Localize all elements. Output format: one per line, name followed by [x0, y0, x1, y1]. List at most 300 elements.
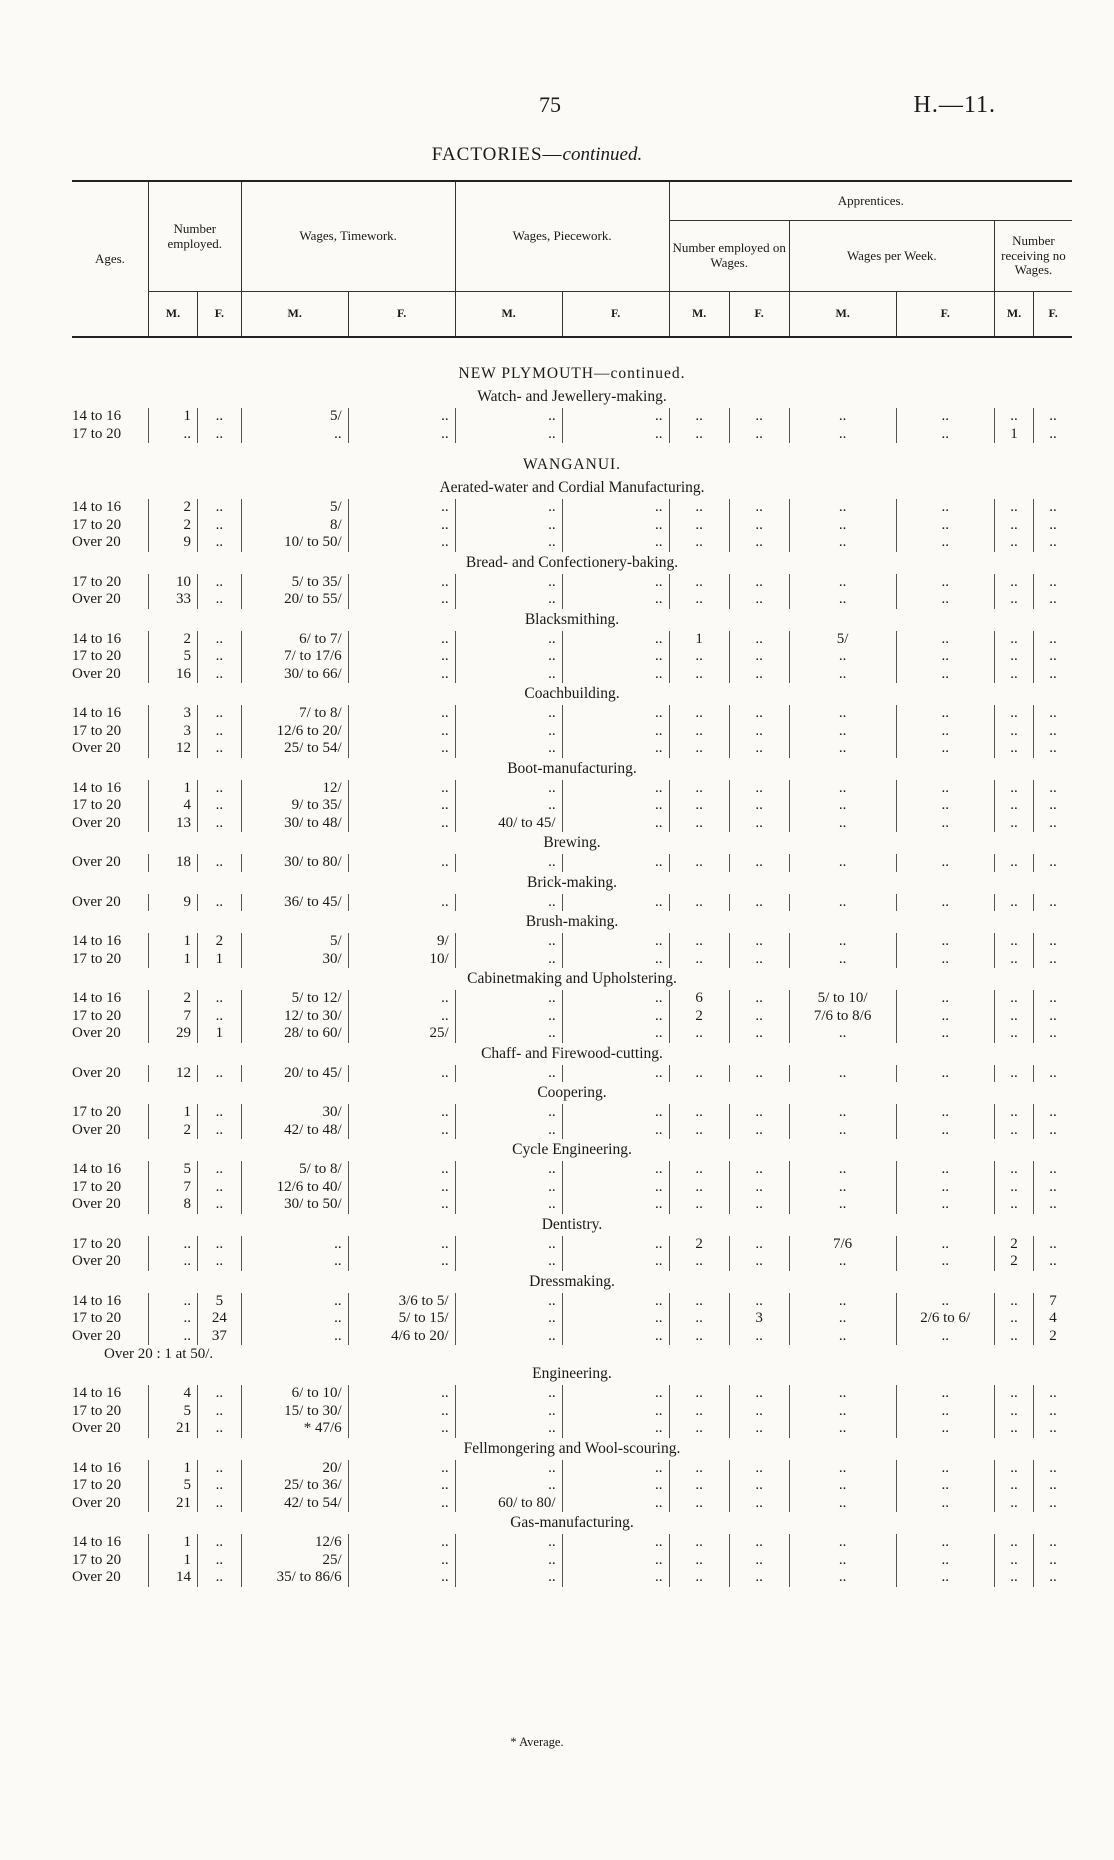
age-cell: 17 to 20: [72, 516, 122, 533]
table-cell: ..: [994, 1420, 1033, 1438]
table-cell: ..: [241, 1236, 348, 1254]
table-cell: ..: [669, 723, 729, 741]
table-cell: 6/ to 10/: [241, 1385, 348, 1403]
table-cell: 2: [148, 631, 197, 649]
table-cell: ..: [198, 1196, 242, 1214]
table-cell: ..: [729, 1403, 789, 1421]
table-cell: ..: [729, 517, 789, 535]
table-cell: ..: [198, 854, 242, 872]
table-cell: ..: [896, 591, 994, 609]
table-cell: ..: [1034, 951, 1072, 969]
table-cell: ..: [729, 1385, 789, 1403]
table-cell: 1: [148, 1104, 197, 1122]
table-cell: ..: [994, 1122, 1033, 1140]
table-cell: ..: [562, 1495, 669, 1513]
age-cell: 17 to 20: [72, 1178, 122, 1195]
table-cell: ..: [562, 740, 669, 758]
table-cell: 20/ to 55/: [241, 591, 348, 609]
table-cell: ..: [994, 408, 1033, 426]
table-cell: 2: [198, 933, 242, 951]
table-cell: 20/: [241, 1460, 348, 1478]
spacer: [72, 443, 1072, 453]
table-cell: ..: [455, 723, 562, 741]
table-row: [72, 517, 1072, 535]
table-cell: ..: [789, 723, 896, 741]
table-cell: ..: [896, 574, 994, 592]
table-cell: ..: [729, 648, 789, 666]
town-heading-row: [72, 362, 1072, 386]
table-cell: ..: [896, 1534, 994, 1552]
table-cell: ..: [1034, 1534, 1072, 1552]
table-cell: ..: [348, 1179, 455, 1197]
table-cell: ..: [789, 1385, 896, 1403]
table-cell: ..: [455, 1025, 562, 1043]
table-cell: 9: [148, 894, 197, 912]
table-cell: 30/: [241, 951, 348, 969]
table-cell: 30/ to 66/: [241, 666, 348, 684]
table-cell: ..: [348, 499, 455, 517]
table-cell: ..: [198, 797, 242, 815]
table-row: [72, 1236, 1072, 1254]
table-cell: ..: [896, 1161, 994, 1179]
table-cell: ..: [198, 426, 242, 444]
table-cell: ..: [896, 815, 994, 833]
table-cell: ..: [789, 1196, 896, 1214]
table-cell: 12/6: [241, 1534, 348, 1552]
table-cell: ..: [896, 1065, 994, 1083]
industry-heading-row: [72, 872, 1072, 894]
table-cell: ..: [562, 1104, 669, 1122]
table-cell: ..: [562, 1161, 669, 1179]
table-row: [72, 951, 1072, 969]
table-cell: ..: [789, 1460, 896, 1478]
table-cell: ..: [669, 1534, 729, 1552]
table-row: [72, 1196, 1072, 1214]
table-cell: ..: [1034, 574, 1072, 592]
table-cell: ..: [789, 1569, 896, 1587]
age-cell: 14 to 16: [72, 1459, 122, 1476]
table-cell: 30/: [241, 1104, 348, 1122]
table-cell: ..: [455, 1310, 562, 1328]
age-cell: Over 20: [72, 1196, 121, 1212]
table-cell: ..: [348, 408, 455, 426]
table-cell: 2: [148, 1122, 197, 1140]
table-cell: ..: [669, 534, 729, 552]
col-m: M.: [994, 292, 1033, 338]
table-cell: ..: [994, 631, 1033, 649]
table-cell: ..: [348, 534, 455, 552]
table-cell: ..: [729, 499, 789, 517]
table-cell: ..: [789, 517, 896, 535]
table-cell: ..: [994, 1534, 1033, 1552]
industry-heading-row: [72, 1271, 1072, 1293]
table-cell: ..: [994, 1065, 1033, 1083]
table-cell: ..: [562, 517, 669, 535]
page-title: [0, 144, 1074, 166]
table-cell: ..: [729, 1420, 789, 1438]
table-cell: ..: [994, 1403, 1033, 1421]
table-cell: 8: [148, 1196, 197, 1214]
table-cell: 9/ to 35/: [241, 797, 348, 815]
table-cell: ..: [994, 1104, 1033, 1122]
table-cell: ..: [1034, 1495, 1072, 1513]
table-cell: ..: [455, 1552, 562, 1570]
table-cell: ..: [896, 705, 994, 723]
table-cell: ..: [198, 591, 242, 609]
table-cell: ..: [348, 990, 455, 1008]
table-cell: ..: [729, 1552, 789, 1570]
table-row: [72, 1253, 1072, 1271]
table-cell: ..: [669, 1179, 729, 1197]
age-cell: Over 20: [72, 1569, 121, 1585]
table-cell: ..: [729, 723, 789, 741]
table-cell: ..: [896, 951, 994, 969]
table-cell: ..: [729, 1065, 789, 1083]
table-cell: 5/ to 12/: [241, 990, 348, 1008]
footnote: * Average.: [510, 1735, 564, 1749]
table-cell: ..: [455, 1179, 562, 1197]
table-cell: ..: [455, 780, 562, 798]
table-cell: 7/ to 17/6: [241, 648, 348, 666]
table-cell: ..: [994, 1477, 1033, 1495]
industry-heading: Boot-manufacturing.: [507, 759, 637, 777]
age-cell: Over 20: [72, 534, 121, 550]
table-cell: 7/6 to 8/6: [789, 1008, 896, 1026]
industry-heading: Gas-manufacturing.: [510, 1514, 634, 1531]
age-cell: Over 20: [72, 740, 121, 756]
table-row: [72, 1122, 1072, 1140]
col-wages-piecework: Wages, Piecework.: [455, 181, 669, 292]
table-cell: ..: [562, 1122, 669, 1140]
table-cell: ..: [994, 740, 1033, 758]
table-cell: ..: [455, 1403, 562, 1421]
table-cell: ..: [562, 933, 669, 951]
table-cell: 2: [669, 1008, 729, 1026]
table-cell: ..: [1034, 815, 1072, 833]
table-cell: ..: [562, 1534, 669, 1552]
table-cell: ..: [994, 951, 1033, 969]
table-cell: ..: [562, 1008, 669, 1026]
table-cell: ..: [562, 1477, 669, 1495]
industry-heading-row: [72, 1043, 1072, 1065]
table-cell: ..: [669, 517, 729, 535]
table-cell: ..: [198, 1236, 242, 1254]
table-cell: ..: [562, 1420, 669, 1438]
table-cell: ..: [669, 1122, 729, 1140]
table-cell: ..: [1034, 1403, 1072, 1421]
table-cell: ..: [562, 574, 669, 592]
table-cell: ..: [148, 1328, 197, 1346]
table-cell: 21: [148, 1420, 197, 1438]
table-cell: ..: [455, 631, 562, 649]
industry-heading-row: [72, 552, 1072, 574]
table-cell: ..: [729, 1104, 789, 1122]
table-row: [72, 1328, 1072, 1346]
table-cell: ..: [669, 1420, 729, 1438]
table-cell: ..: [789, 1025, 896, 1043]
table-cell: ..: [1034, 1569, 1072, 1587]
table-cell: 3: [148, 723, 197, 741]
table-cell: ..: [562, 1253, 669, 1271]
table-cell: ..: [669, 1104, 729, 1122]
age-cell: Over 20: [72, 1494, 121, 1511]
table-cell: ..: [1034, 1196, 1072, 1214]
age-cell: 14 to 16: [72, 779, 122, 796]
table-cell: ..: [896, 666, 994, 684]
table-cell: ..: [729, 894, 789, 912]
table-cell: ..: [994, 1161, 1033, 1179]
col-appr-no-wages: Number receiving no Wages.: [994, 221, 1072, 292]
industry-heading-row: [72, 683, 1072, 705]
table-cell: ..: [562, 631, 669, 649]
table-cell: ..: [729, 1122, 789, 1140]
table-cell: ..: [669, 426, 729, 444]
industry-heading: Fellmongering and Wool-scouring.: [463, 1439, 681, 1457]
table-cell: 1: [994, 426, 1033, 444]
table-cell: ..: [198, 631, 242, 649]
table-cell: ..: [1034, 854, 1072, 872]
table-cell: ..: [562, 780, 669, 798]
table-cell: ..: [994, 705, 1033, 723]
table-cell: ..: [198, 1460, 242, 1478]
table-cell: ..: [994, 797, 1033, 815]
age-cell: Over 20: [72, 1420, 121, 1436]
industry-heading-row: [72, 386, 1072, 408]
table-cell: 8/: [241, 517, 348, 535]
table-cell: ..: [562, 990, 669, 1008]
table-cell: ..: [562, 1065, 669, 1083]
table-cell: ..: [198, 894, 242, 912]
table-cell: 2/6 to 6/: [896, 1310, 994, 1328]
table-cell: 12: [148, 1065, 197, 1083]
table-cell: ..: [241, 1310, 348, 1328]
table-cell: 4: [148, 797, 197, 815]
table-row: [72, 1420, 1072, 1438]
table-cell: ..: [789, 1065, 896, 1083]
table-cell: 35/ to 86/6: [241, 1569, 348, 1587]
table-cell: ..: [348, 854, 455, 872]
table-cell: ..: [348, 1534, 455, 1552]
table-cell: ..: [896, 1460, 994, 1478]
table-row: [72, 705, 1072, 723]
table-cell: ..: [562, 591, 669, 609]
table-cell: ..: [789, 1420, 896, 1438]
table-cell: ..: [562, 1025, 669, 1043]
table-cell: ..: [896, 1420, 994, 1438]
table-cell: ..: [1034, 408, 1072, 426]
table-cell: ..: [562, 815, 669, 833]
table-cell: 2: [994, 1253, 1033, 1271]
table-cell: ..: [348, 780, 455, 798]
age-cell: Over 20: [72, 1064, 121, 1081]
age-cell: 14 to 16: [72, 1534, 122, 1550]
industry-heading-row: [72, 758, 1072, 780]
table-cell: 42/ to 54/: [241, 1495, 348, 1513]
table-row: [72, 1477, 1072, 1495]
table-cell: ..: [562, 499, 669, 517]
table-cell: 30/ to 80/: [241, 854, 348, 872]
table-cell: 13: [148, 815, 197, 833]
table-cell: ..: [669, 1385, 729, 1403]
table-cell: ..: [789, 797, 896, 815]
table-cell: ..: [455, 648, 562, 666]
table-cell: 4/6 to 20/: [348, 1328, 455, 1346]
table-cell: ..: [994, 648, 1033, 666]
table-cell: ..: [896, 1403, 994, 1421]
age-cell: 14 to 16: [72, 408, 122, 424]
table-cell: 28/ to 60/: [241, 1025, 348, 1043]
table-row: [72, 894, 1072, 912]
table-cell: ..: [562, 1196, 669, 1214]
table-cell: ..: [348, 1236, 455, 1254]
table-cell: ..: [198, 534, 242, 552]
table-row: [72, 631, 1072, 649]
table-row: [72, 426, 1072, 444]
table-cell: ..: [1034, 1122, 1072, 1140]
table-cell: ..: [455, 1534, 562, 1552]
table-row: [72, 1310, 1072, 1328]
page-number: 75: [539, 92, 561, 117]
industry-heading-row: [72, 1512, 1072, 1534]
table-row: [72, 1025, 1072, 1043]
table-cell: ..: [1034, 705, 1072, 723]
table-cell: 10/: [348, 951, 455, 969]
table-row: [72, 408, 1072, 426]
table-cell: ..: [348, 705, 455, 723]
table-cell: ..: [455, 426, 562, 444]
table-row: [72, 723, 1072, 741]
table-cell: ..: [198, 1477, 242, 1495]
table-cell: 7: [1034, 1293, 1072, 1311]
table-cell: ..: [669, 815, 729, 833]
table-cell: ..: [789, 951, 896, 969]
industry-heading-row: [72, 832, 1072, 854]
table-cell: ..: [198, 499, 242, 517]
table-cell: ..: [994, 1025, 1033, 1043]
table-cell: ..: [994, 1310, 1033, 1328]
table-cell: ..: [198, 1104, 242, 1122]
table-cell: 3: [148, 705, 197, 723]
age-cell: 17 to 20: [72, 1310, 122, 1326]
table-cell: ..: [729, 408, 789, 426]
table-cell: ..: [1034, 933, 1072, 951]
table-cell: ..: [896, 1569, 994, 1587]
table-cell: ..: [198, 1161, 242, 1179]
table-cell: 36/ to 45/: [241, 894, 348, 912]
col-wages-timework: Wages, Timework.: [241, 181, 455, 292]
table-cell: ..: [789, 894, 896, 912]
table-cell: 1: [148, 408, 197, 426]
table-cell: ..: [562, 1310, 669, 1328]
table-cell: ..: [994, 1293, 1033, 1311]
table-cell: ..: [669, 951, 729, 969]
table-cell: ..: [1034, 1025, 1072, 1043]
col-m: M.: [241, 292, 348, 338]
table-cell: ..: [789, 426, 896, 444]
table-cell: ..: [455, 1477, 562, 1495]
table-cell: ..: [729, 951, 789, 969]
table-cell: ..: [669, 854, 729, 872]
table-cell: ..: [348, 723, 455, 741]
table-cell: ..: [1034, 517, 1072, 535]
table-cell: ..: [729, 574, 789, 592]
table-cell: ..: [669, 894, 729, 912]
table-cell: ..: [994, 723, 1033, 741]
table-cell: ..: [669, 1495, 729, 1513]
table-cell: ..: [1034, 1236, 1072, 1254]
table-cell: ..: [198, 990, 242, 1008]
table-cell: ..: [1034, 426, 1072, 444]
table-cell: ..: [455, 1293, 562, 1311]
table-cell: ..: [348, 648, 455, 666]
table-cell: ..: [729, 1161, 789, 1179]
table-cell: ..: [669, 1328, 729, 1346]
table-row: [72, 1161, 1072, 1179]
table-cell: 1: [148, 1460, 197, 1478]
table-cell: 18: [148, 854, 197, 872]
industry-heading-row: [72, 1082, 1072, 1104]
table-cell: ..: [896, 426, 994, 444]
table-cell: ..: [348, 1065, 455, 1083]
table-cell: ..: [994, 1385, 1033, 1403]
table-cell: ..: [896, 1236, 994, 1254]
table-cell: ..: [1034, 1179, 1072, 1197]
table-cell: 6: [669, 990, 729, 1008]
col-f: F.: [729, 292, 789, 338]
table-cell: ..: [348, 1477, 455, 1495]
table-cell: 30/ to 50/: [241, 1196, 348, 1214]
table-cell: ..: [348, 1552, 455, 1570]
table-cell: ..: [455, 1236, 562, 1254]
age-cell: Over 20: [72, 1121, 121, 1138]
table-cell: ..: [198, 1552, 242, 1570]
table-cell: ..: [994, 534, 1033, 552]
table-cell: ..: [994, 854, 1033, 872]
table-cell: ..: [669, 780, 729, 798]
table-cell: ..: [729, 1253, 789, 1271]
table-row: [72, 1104, 1072, 1122]
table-cell: ..: [562, 648, 669, 666]
table-cell: ..: [198, 648, 242, 666]
table-cell: ..: [348, 1420, 455, 1438]
table-cell: 2: [148, 517, 197, 535]
table-cell: ..: [729, 854, 789, 872]
industry-heading-row: [72, 1139, 1072, 1161]
note-row: [72, 1345, 1072, 1363]
table-cell: ..: [348, 1385, 455, 1403]
table-cell: 10/ to 50/: [241, 534, 348, 552]
table-cell: ..: [669, 1569, 729, 1587]
table-cell: ..: [348, 1403, 455, 1421]
age-cell: 17 to 20: [72, 1551, 122, 1568]
table-cell: ..: [148, 1293, 197, 1311]
table-cell: ..: [198, 1008, 242, 1026]
table-cell: 1: [148, 951, 197, 969]
industry-heading-row: [72, 968, 1072, 990]
table-cell: ..: [789, 1534, 896, 1552]
table-cell: 5: [198, 1293, 242, 1311]
table-row: [72, 1534, 1072, 1552]
table-cell: ..: [1034, 894, 1072, 912]
table-cell: ..: [1034, 1161, 1072, 1179]
table-cell: ..: [669, 1196, 729, 1214]
table-cell: ..: [669, 1310, 729, 1328]
industry-heading: Cycle Engineering.: [512, 1141, 632, 1158]
table-cell: ..: [994, 933, 1033, 951]
age-cell: 14 to 16: [72, 1292, 122, 1309]
table-cell: 33: [148, 591, 197, 609]
table-cell: ..: [729, 1477, 789, 1495]
